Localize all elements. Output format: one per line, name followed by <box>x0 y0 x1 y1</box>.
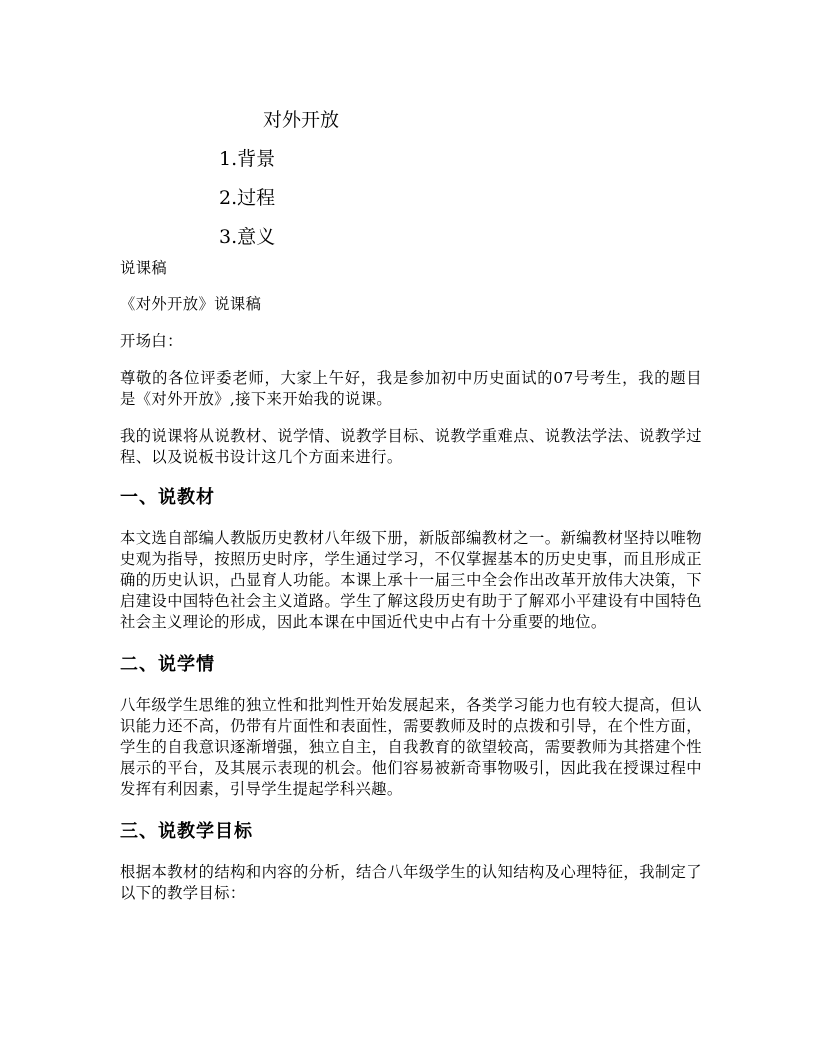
section-heading-textbook: 一、说教材 <box>120 487 215 508</box>
section-heading-objectives: 三、说教学目标 <box>120 821 253 842</box>
outline-paragraph: 我的说课将从说教材、说学情、说教学目标、说教学重难点、说教法学法、说教学过程、以及说板书设计这几个方面来进行。 <box>120 427 702 466</box>
section-body-textbook: 本文选自部编人教版历史教材八年级下册，新版部编教材之一。新编教材坚持以唯物史观为指导，按照历史时序，学生通过学习，不仅掌握基本的历史史事，而且形成正确的历史认识，凸显育人功能。本课上承十一届三中全会作出改革开放伟大决策，下启建设中国特色社会主义道路。学生了解这段历史有助于了解邓小平建设有中国特色社会主义理论的形成，因此本课在中国近代史中占有十分重要的地位。 <box>120 529 702 631</box>
board-title: 对外开放 <box>263 109 340 131</box>
section-body-objectives: 根据本教材的结构和内容的分析，结合八年级学生的认知结构及心理特征，我制定了以下的教学目标： <box>120 863 702 902</box>
section-body-students: 八年级学生思维的独立性和批判性开始发展起来，各类学习能力也有较大提高，但认识能力还不高，仍带有片面性和表面性，需要教师及时的点拨和引导，在个性方面，学生的自我意识逐渐增强，独立自主，自我教育的欲望较高，需要教师为其搭建个性展示的平台，及其展示表现的机会。他们容易被新奇事物吸引，因此我在授课过程中发挥有利因素，引导学生提起学科兴趣。 <box>120 696 702 798</box>
opening-label: 开场白： <box>120 332 183 350</box>
doc-label: 说课稿 <box>120 259 168 277</box>
board-item-background: 1.背景 <box>219 148 276 170</box>
board-item-significance: 3.意义 <box>219 226 276 248</box>
doc-subtitle: 《对外开放》说课稿 <box>120 295 262 313</box>
section-heading-students: 二、说学情 <box>120 654 215 675</box>
board-item-process: 2.过程 <box>219 187 276 209</box>
greeting-paragraph: 尊敬的各位评委老师，大家上午好，我是参加初中历史面试的07号考生，我的题目是《对外开放》,接下来开始我的说课。 <box>120 369 702 408</box>
